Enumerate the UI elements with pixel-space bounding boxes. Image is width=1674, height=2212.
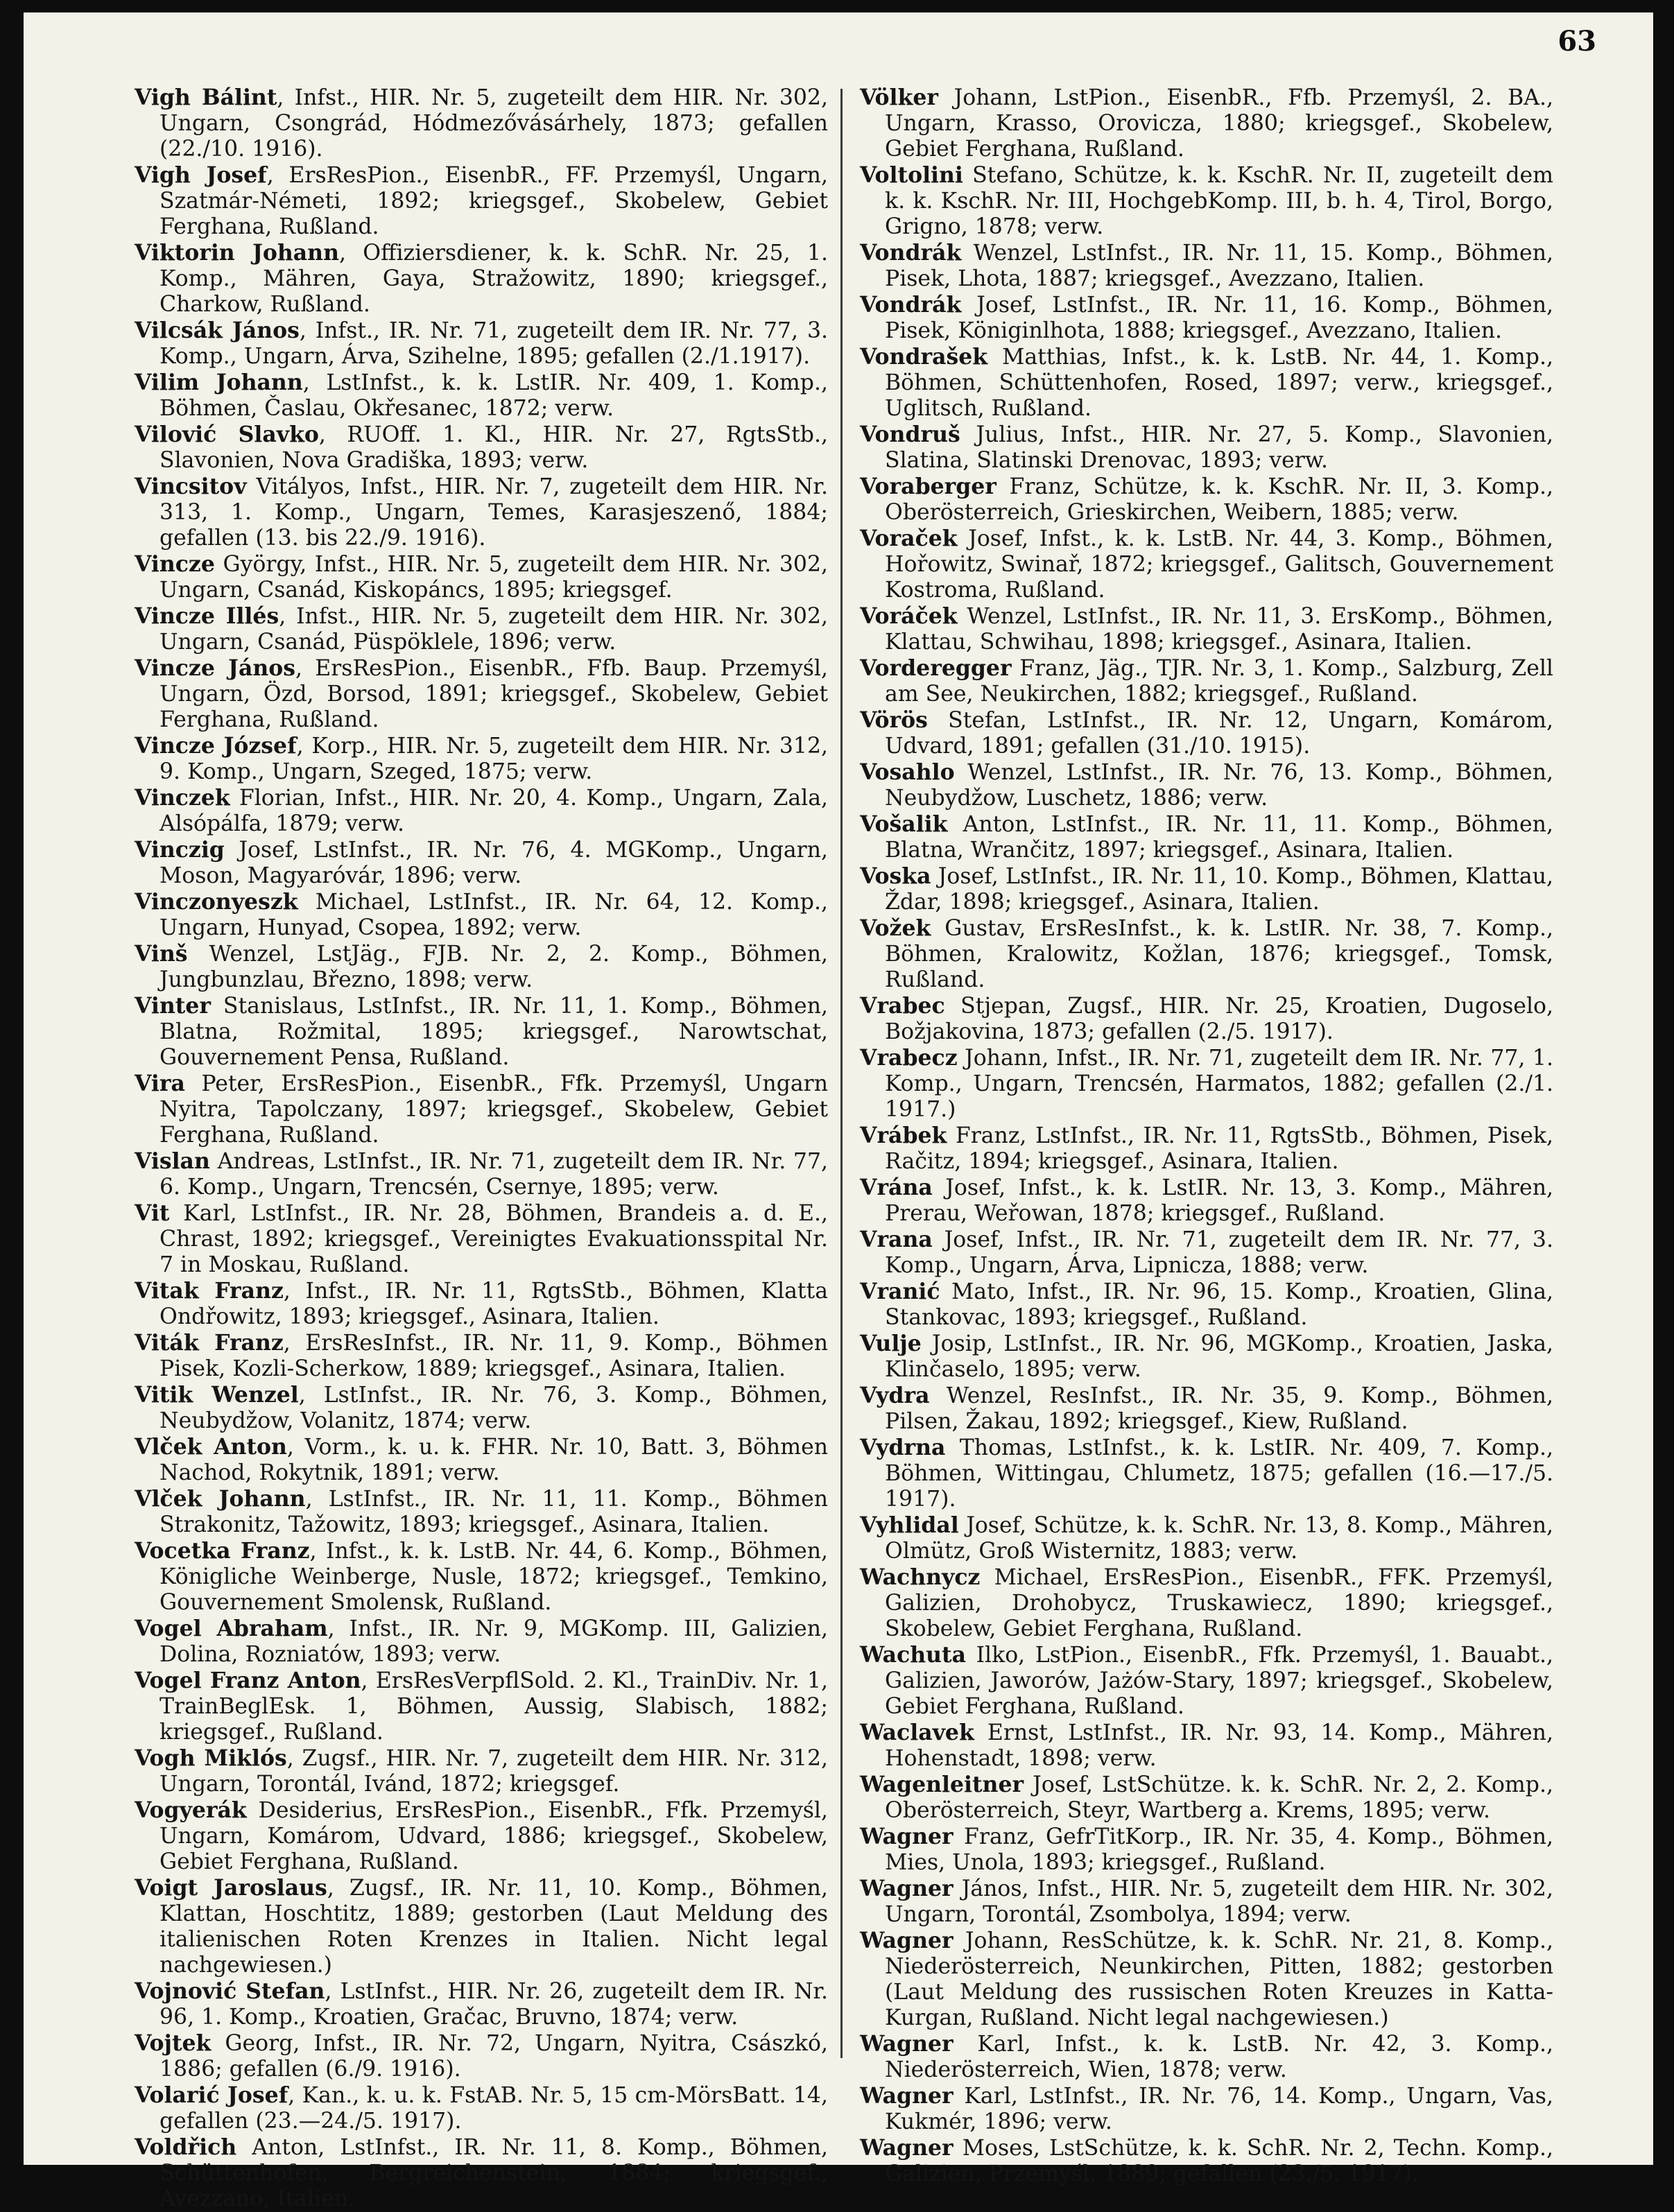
- entry-surname: Vondrák: [860, 292, 962, 318]
- entry-surname: Vrána: [860, 1175, 933, 1200]
- register-entry: [135, 422, 828, 474]
- register-entry: [135, 551, 828, 603]
- entry-details: Desiderius, ErsResPion., EisenbR., Ffk. Przemyśl, Ungarn, Komárom, Udvard, 1886; kriegsgef., Skobelew, Gebiet Ferghana, Rußland.: [159, 1798, 828, 1874]
- entry-surname: Vigh Josef: [135, 162, 267, 188]
- entry-details: Ernst, LstInfst., IR. Nr. 93, 14. Komp., Mähren, Hohenstadt, 1898; verw.: [885, 1720, 1553, 1771]
- entry-surname: Voraček: [860, 526, 958, 551]
- entry-details: , Infst., k. k. LstB. Nr. 44, 6. Komp., Böhmen, Königliche Weinberge, Nusle, 1872; kriegsgef., Temkino, Gouvernement Smolensk, Rußland.: [159, 1539, 829, 1615]
- entry-details: Mato, Infst., IR. Nr. 96, 15. Komp., Kroatien, Glina, Stankovac, 1893; kriegsgef., Rußland.: [885, 1279, 1553, 1330]
- entry-details: Josef, LstSchütze. k. k. SchR. Nr. 2, 2. Komp., Oberösterreich, Steyr, Wartberg a. Krems, 1895; verw.: [885, 1772, 1553, 1823]
- register-entry: [135, 1382, 828, 1434]
- entry-details: Karl, LstInfst., IR. Nr. 76, 14. Komp., Ungarn, Vas, Kukmér, 1896; verw.: [885, 2084, 1553, 2134]
- entry-surname: Vorderegger: [860, 655, 1012, 681]
- register-entry: [135, 603, 828, 655]
- entry-details: , Kan., k. u. k. FstAB. Nr. 5, 15 cm-MörsBatt. 14, gefallen (23.—24./5. 1917).: [159, 2083, 828, 2134]
- entry-surname: Wagner: [860, 2083, 954, 2109]
- register-entry: [860, 344, 1553, 422]
- entry-details: , Zugsf., IR. Nr. 11, 10. Komp., Böhmen, Klattan, Hoschtitz, 1889; gestorben (Laut Meldung des italienischen Roten Krenzes in Italien. Nicht legal nachgewiesen.): [159, 1876, 828, 1978]
- register-entry: [135, 1486, 828, 1538]
- entry-surname: Vilović Slavko: [135, 422, 319, 447]
- register-entry: [860, 162, 1553, 240]
- entry-details: Josef, LstInfst., IR. Nr. 76, 4. MGKomp., Ungarn, Moson, Magyaróvár, 1896; verw.: [159, 838, 828, 888]
- register-entry: [860, 1175, 1553, 1227]
- entry-details: János, Infst., HIR. Nr. 5, zugeteilt dem HIR. Nr. 302, Ungarn, Torontál, Zsombolya, 1894; verw.: [885, 1876, 1553, 1927]
- entry-details: Josef, Schütze, k. k. SchR. Nr. 13, 8. Komp., Mähren, Olmütz, Groß Wisternitz, 1883; verw.: [885, 1513, 1553, 1564]
- register-entry: [135, 1797, 828, 1875]
- entry-details: , LstInfst., IR. Nr. 11, 11. Komp., Böhmen Strakonitz, Tažowitz, 1893; kriegsgef., Asinara, Italien.: [159, 1487, 828, 1537]
- register-entry: [135, 1330, 828, 1382]
- entry-surname: Vinczonyeszk: [135, 889, 298, 915]
- entry-details: Moses, LstSchütze, k. k. SchR. Nr. 2, Techn. Komp., Galizien, Przemyśl, 1889; gefallen (23./5. 1917).: [885, 2136, 1553, 2186]
- entry-details: György, Infst., HIR. Nr. 5, zugeteilt dem HIR. Nr. 302, Ungarn, Csanád, Kiskopáncs, 1895; kriegsgef.: [159, 552, 828, 603]
- register-entry: [135, 318, 828, 370]
- entry-details: Josef, Infst., k. k. LstB. Nr. 44, 3. Komp., Böhmen, Hořowitz, Swinař, 1872; kriegsgef., Galitsch, Gouvernement Kostroma, Rußland.: [885, 526, 1553, 603]
- entry-details: Josef, LstInfst., IR. Nr. 11, 16. Komp., Böhmen, Pisek, Königinlhota, 1888; kriegsgef., Avezzano, Italien.: [885, 293, 1553, 343]
- register-entry: [135, 1616, 828, 1668]
- register-entry: [135, 785, 828, 837]
- entry-surname: Voldřich: [135, 2134, 237, 2160]
- register-entry: [135, 1200, 828, 1278]
- entry-surname: Volarić Josef: [135, 2082, 288, 2108]
- right-column: [860, 85, 1553, 2187]
- entry-details: Josef, LstInfst., IR. Nr. 11, 10. Komp., Böhmen, Klattau, Ždar, 1898; kriegsgef., Asinara, Italien.: [885, 864, 1553, 915]
- entry-surname: Vigh Bálint: [135, 85, 277, 110]
- entry-surname: Vilim Johann: [135, 370, 303, 395]
- register-entry: [860, 526, 1553, 603]
- entry-surname: Voráček: [860, 603, 958, 629]
- entry-surname: Voltolini: [860, 162, 963, 188]
- entry-details: , ErsResPion., EisenbR., FF. Przemyśl, Ungarn, Szatmár-Németi, 1892; kriegsgef., Skobelew, Gebiet Ferghana, Rußland.: [159, 163, 828, 239]
- entry-details: , ErsResInfst., IR. Nr. 11, 9. Komp., Böhmen Pisek, Kozli-Scherkow, 1889; kriegsgef., Asinara, Italien.: [159, 1331, 828, 1381]
- register-entry: [135, 1434, 828, 1486]
- entry-details: , Zugsf., HIR. Nr. 7, zugeteilt dem HIR. Nr. 312, Ungarn, Torontál, Ivánd, 1872; kriegsgef.: [159, 1746, 828, 1797]
- entry-surname: Vojnović Stefan: [135, 1978, 325, 2004]
- register-entry: [860, 1564, 1553, 1642]
- register-entry: [860, 1227, 1553, 1279]
- entry-surname: Vogh Miklós: [135, 1745, 287, 1771]
- entry-details: Matthias, Infst., k. k. LstB. Nr. 44, 1. Komp., Böhmen, Schüttenhofen, Rosed, 1897; verw., kriegsgef., Uglitsch, Rußland.: [885, 345, 1553, 421]
- register-entry: [860, 1876, 1553, 1928]
- entry-surname: Vörös: [860, 707, 928, 733]
- entry-surname: Vitak Franz: [135, 1278, 284, 1304]
- entry-details: Karl, Infst., k. k. LstB. Nr. 42, 3. Komp., Niederösterreich, Wien, 1878; verw.: [885, 2032, 1553, 2082]
- entry-surname: Voraberger: [860, 474, 996, 499]
- entry-details: Franz, GefrTitKorp., IR. Nr. 35, 4. Komp., Böhmen, Mies, Unola, 1893; kriegsgef., Rußland.: [885, 1824, 1553, 1875]
- entry-details: Thomas, LstInfst., k. k. LstIR. Nr. 409, 7. Komp., Böhmen, Wittingau, Chlumetz, 1875; gefallen (16.—17./5. 1917).: [885, 1435, 1553, 1512]
- entry-surname: Viták Franz: [135, 1330, 284, 1356]
- entry-surname: Vošalik: [860, 811, 948, 837]
- register-entry: [135, 2134, 828, 2212]
- entry-surname: Vogel Abraham: [135, 1616, 328, 1641]
- entry-details: Johann, ResSchütze, k. k. SchR. Nr. 21, 8. Komp., Niederösterreich, Neunkirchen, Pitten, 1882; gestorben (Laut Meldung des russischen Roten Kreuzes in Katta-Kurgan, Rußland. Nicht legal nachgewiesen.): [885, 1928, 1553, 2030]
- entry-surname: Vondruš: [860, 422, 960, 447]
- register-entry: [135, 837, 828, 889]
- register-entry: [860, 1435, 1553, 1512]
- entry-surname: Vrábek: [860, 1123, 947, 1148]
- register-entry: [860, 1045, 1553, 1123]
- entry-surname: Voska: [860, 863, 931, 889]
- entry-details: , ErsResVerpflSold. 2. Kl., TrainDiv. Nr. 1, TrainBeglEsk. 1, Böhmen, Aussig, Slabisch, 1882; kriegsgef., Rußland.: [159, 1668, 828, 1745]
- register-entry: [135, 1538, 828, 1616]
- entry-surname: Wachuta: [860, 1642, 966, 1668]
- entry-details: , RUOff. 1. Kl., HIR. Nr. 27, RgtsStb., Slavonien, Nova Gradiška, 1893; verw.: [159, 422, 828, 473]
- entry-details: Vitályos, Infst., HIR. Nr. 7, zugeteilt dem HIR. Nr. 313, 1. Komp., Ungarn, Temes, Karasjeszenő, 1884; gefallen (13. bis 22./9. 1916).: [159, 474, 828, 551]
- entry-surname: Vranić: [860, 1279, 940, 1304]
- entry-surname: Völker: [860, 85, 938, 110]
- entry-surname: Vitik Wenzel: [135, 1382, 299, 1408]
- entry-details: Stefano, Schütze, k. k. KschR. Nr. II, zugeteilt dem k. k. KschR. Nr. III, HochgebKomp. III, b. h. 4, Tirol, Borgo, Grigno, 1878; verw.: [885, 163, 1553, 239]
- register-entry: [860, 1512, 1553, 1564]
- entry-surname: Wagner: [860, 2135, 954, 2161]
- register-entry: [860, 1279, 1553, 1331]
- entry-surname: Vojtek: [135, 2030, 212, 2056]
- entry-details: Wenzel, LstInfst., IR. Nr. 76, 13. Komp., Böhmen, Neubydžow, Luschetz, 1886; verw.: [885, 760, 1553, 811]
- entry-details: Anton, LstInfst., IR. Nr. 11, 11. Komp., Böhmen, Blatna, Wrančitz, 1897; kriegsgef., Asinara, Italien.: [885, 812, 1553, 863]
- entry-surname: Vlček Johann: [135, 1486, 306, 1512]
- entry-surname: Waclavek: [860, 1720, 974, 1745]
- entry-details: Josef, Infst., k. k. LstIR. Nr. 13, 3. Komp., Mähren, Prerau, Weřowan, 1878; kriegsgef., Rußland.: [885, 1175, 1553, 1226]
- entry-surname: Vožek: [860, 915, 931, 941]
- entry-details: , Vorm., k. u. k. FHR. Nr. 10, Batt. 3, Böhmen Nachod, Rokytnik, 1891; verw.: [159, 1435, 828, 1485]
- entry-surname: Wachnycz: [860, 1564, 981, 1590]
- entry-surname: Vlček Anton: [135, 1434, 287, 1460]
- document-page: [24, 12, 1653, 2211]
- register-entry: [860, 2083, 1553, 2135]
- entry-surname: Vrabec: [860, 993, 945, 1019]
- register-entry: [135, 1875, 828, 1978]
- entry-details: Andreas, LstInfst., IR. Nr. 71, zugeteilt dem IR. Nr. 77, 6. Komp., Ungarn, Trencsén, Csernye, 1895; verw.: [159, 1149, 828, 1200]
- register-entry: [135, 370, 828, 422]
- entry-details: Franz, Schütze, k. k. KschR. Nr. II, 3. Komp., Oberösterreich, Grieskirchen, Weibern, 1885; verw.: [885, 474, 1553, 525]
- register-entry: [860, 1123, 1553, 1175]
- entry-surname: Vondrák: [860, 240, 962, 266]
- entry-surname: Vydra: [860, 1383, 930, 1408]
- register-entry: [135, 993, 828, 1071]
- entry-surname: Wagner: [860, 2031, 954, 2057]
- register-entry: [135, 2030, 828, 2082]
- register-entry: [860, 422, 1553, 474]
- entry-details: , Infst., IR. Nr. 9, MGKomp. III, Galizien, Dolina, Rozniatów, 1893; verw.: [159, 1616, 828, 1667]
- register-entry: [135, 85, 828, 162]
- entry-surname: Vrana: [860, 1227, 933, 1252]
- entry-details: , ErsResPion., EisenbR., Ffb. Baup. Przemyśl, Ungarn, Özd, Borsod, 1891; kriegsgef., Skobelew, Gebiet Ferghana, Rußland.: [159, 656, 829, 732]
- register-entry: [860, 915, 1553, 993]
- entry-details: Wenzel, ResInfst., IR. Nr. 35, 9. Komp., Böhmen, Pilsen, Žakau, 1892; kriegsgef., Kiew, Rußland.: [885, 1383, 1553, 1434]
- entry-details: Florian, Infst., HIR. Nr. 20, 4. Komp., Ungarn, Zala, Alsópálfa, 1879; verw.: [159, 786, 828, 836]
- register-entry: [860, 474, 1553, 526]
- register-entry: [135, 655, 828, 733]
- entry-details: Michael, LstInfst., IR. Nr. 64, 12. Komp., Ungarn, Hunyad, Csopea, 1892; verw.: [159, 890, 828, 940]
- register-entry: [860, 240, 1553, 292]
- entry-details: , Infst., HIR. Nr. 5, zugeteilt dem HIR. Nr. 302, Ungarn, Csanád, Püspöklele, 1896; verw.: [159, 604, 828, 655]
- register-entry: [135, 1978, 828, 2030]
- entry-details: Stanislaus, LstInfst., IR. Nr. 11, 1. Komp., Böhmen, Blatna, Rožmital, 1895; kriegsgef., Narowtschat, Gouvernement Pensa, Rußland.: [159, 994, 828, 1070]
- register-entry: [135, 733, 828, 785]
- entry-surname: Vyhlidal: [860, 1512, 959, 1538]
- entry-details: , Infst., IR. Nr. 11, RgtsStb., Böhmen, Klatta Ondřowitz, 1893; kriegsgef., Asinara, Italien.: [159, 1279, 828, 1329]
- register-entry: [860, 707, 1553, 759]
- register-entry: [860, 759, 1553, 811]
- entry-surname: Vinczek: [135, 785, 230, 811]
- entry-details: Stefan, LstInfst., IR. Nr. 12, Ungarn, Komárom, Udvard, 1891; gefallen (31./10. 1915).: [885, 708, 1553, 759]
- entry-details: Josip, LstInfst., IR. Nr. 96, MGKomp., Kroatien, Jaska, Klinčaselo, 1895; verw.: [885, 1331, 1553, 1382]
- entry-surname: Vosahlo: [860, 759, 955, 785]
- register-entry: [860, 1720, 1553, 1772]
- register-entry: [860, 2031, 1553, 2083]
- register-entry: [860, 85, 1553, 162]
- entry-details: , Infst., IR. Nr. 71, zugeteilt dem IR. Nr. 77, 3. Komp., Ungarn, Árva, Szihelne, 1895; gefallen (2./1.1917).: [159, 318, 828, 369]
- register-entry: [860, 1928, 1553, 2031]
- register-entry: [135, 1745, 828, 1797]
- entry-details: Wenzel, LstInfst., IR. Nr. 11, 3. ErsKomp., Böhmen, Klattau, Schwihau, 1898; kriegsgef., Asinara, Italien.: [885, 604, 1553, 655]
- entry-details: Ilko, LstPion., EisenbR., Ffk. Przemyśl, 1. Bauabt., Galizien, Jaworów, Jażów-Stary, 1897; kriegsgef., Skobelew, Gebiet Ferghana, Rußland.: [885, 1643, 1553, 1719]
- entry-surname: Wagner: [860, 1928, 954, 1953]
- entry-surname: Vinter: [135, 993, 211, 1019]
- entry-details: Wenzel, LstInfst., IR. Nr. 11, 15. Komp., Böhmen, Pisek, Lhota, 1887; kriegsgef., Avezzano, Italien.: [885, 241, 1553, 291]
- entry-details: Georg, Infst., IR. Nr. 72, Ungarn, Nyitra, Császkó, 1886; gefallen (6./9. 1916).: [159, 2031, 828, 2082]
- entry-surname: Vogel Franz Anton: [135, 1668, 361, 1693]
- entry-details: Michael, ErsResPion., EisenbR., FFK. Przemyśl, Galizien, Drohobycz, Truskawiecz, 1890; kriegsgef., Skobelew, Gebiet Ferghana, Rußland.: [885, 1565, 1553, 1641]
- register-entry: [860, 1383, 1553, 1435]
- entry-details: , Korp., HIR. Nr. 5, zugeteilt dem HIR. Nr. 312, 9. Komp., Ungarn, Szeged, 1875; verw.: [159, 734, 828, 784]
- register-entry: [135, 162, 828, 240]
- entry-details: Stjepan, Zugsf., HIR. Nr. 25, Kroatien, Dugoselo, Božjakovina, 1873; gefallen (2./5. 1917).: [885, 994, 1553, 1044]
- register-entry: [860, 2135, 1553, 2187]
- entry-details: , LstInfst., k. k. LstIR. Nr. 409, 1. Komp., Böhmen, Časlau, Okřesanec, 1872; verw.: [159, 370, 828, 421]
- entry-surname: Voigt Jaroslaus: [135, 1875, 327, 1901]
- register-entry: [860, 292, 1553, 344]
- entry-details: Anton, LstInfst., IR. Nr. 11, 8. Komp., Böhmen, Schüttenhofen, Bergreichenstein, 1884; kriegsgef., Avezzano, Italien.: [159, 2135, 828, 2211]
- entry-details: , LstInfst., HIR. Nr. 26, zugeteilt dem IR. Nr. 96, 1. Komp., Kroatien, Gračac, Bruvno, 1874; verw.: [159, 1979, 828, 2030]
- entry-surname: Vincze: [135, 551, 215, 577]
- register-entry: [860, 603, 1553, 655]
- entry-details: Gustav, ErsResInfst., k. k. LstIR. Nr. 38, 7. Komp., Böhmen, Kralowitz, Kožlan, 1876; kriegsgef., Tomsk, Rußland.: [885, 916, 1553, 992]
- entry-details: , LstInfst., IR. Nr. 76, 3. Komp., Böhmen, Neubydžow, Volanitz, 1874; verw.: [159, 1383, 828, 1433]
- entry-surname: Vincze Illés: [135, 603, 279, 629]
- entry-details: , Offiziersdiener, k. k. SchR. Nr. 25, 1. Komp., Mähren, Gaya, Stražowitz, 1890; kriegsgef., Charkow, Rußland.: [159, 241, 828, 317]
- register-entry: [860, 655, 1553, 707]
- entry-details: Peter, ErsResPion., EisenbR., Ffk. Przemyśl, Ungarn Nyitra, Tapolczany, 1897; kriegsgef., Skobelew, Gebiet Ferghana, Rußland.: [159, 1071, 828, 1148]
- entry-surname: Vira: [135, 1071, 185, 1096]
- register-entry: [135, 1668, 828, 1745]
- page-number: 63: [1557, 25, 1596, 58]
- register-entry: [860, 863, 1553, 915]
- entry-surname: Wagner: [860, 1824, 954, 1849]
- entry-details: Franz, LstInfst., IR. Nr. 11, RgtsStb., Böhmen, Pisek, Račitz, 1894; kriegsgef., Asinara, Italien.: [885, 1123, 1553, 1174]
- entry-surname: Vincsitov: [135, 474, 247, 499]
- left-column: [135, 85, 828, 2212]
- register-entry: [135, 1071, 828, 1148]
- entry-surname: Vrabecz: [860, 1045, 958, 1071]
- entry-details: Julius, Infst., HIR. Nr. 27, 5. Komp., Slavonien, Slatina, Slatinski Drenovac, 1893; verw.: [885, 422, 1553, 473]
- entry-details: Josef, Infst., IR. Nr. 71, zugeteilt dem IR. Nr. 77, 3. Komp., Ungarn, Árva, Lipnicza, 1888; verw.: [885, 1227, 1553, 1278]
- register-entry: [860, 1772, 1553, 1824]
- entry-details: Johann, LstPion., EisenbR., Ffb. Przemyśl, 2. BA., Ungarn, Krasso, Orovicza, 1880; kriegsgef., Skobelew, Gebiet Ferghana, Rußland.: [885, 85, 1553, 162]
- register-entry: [135, 240, 828, 318]
- entry-surname: Wagenleitner: [860, 1772, 1024, 1797]
- entry-surname: Vondrašek: [860, 344, 988, 370]
- register-entry: [135, 889, 828, 941]
- entry-details: Franz, Jäg., TJR. Nr. 3, 1. Komp., Salzburg, Zell am See, Neukirchen, 1882; kriegsgef., Rußland.: [885, 656, 1553, 707]
- entry-surname: Vincze József: [135, 733, 297, 759]
- entry-surname: Vit: [135, 1200, 170, 1226]
- entry-surname: Vilcsák János: [135, 318, 300, 343]
- register-entry: [860, 1824, 1553, 1876]
- entry-surname: Vincze János: [135, 655, 296, 681]
- register-entry: [135, 2082, 828, 2134]
- register-entry: [860, 1331, 1553, 1383]
- entry-surname: Viktorin Johann: [135, 240, 339, 266]
- entry-surname: Vinš: [135, 941, 188, 967]
- entry-surname: Vogyerák: [135, 1797, 247, 1823]
- entry-surname: Wagner: [860, 1876, 954, 1901]
- entry-surname: Vinczig: [135, 837, 225, 863]
- entry-details: , Infst., HIR. Nr. 5, zugeteilt dem HIR. Nr. 302, Ungarn, Csongrád, Hódmezővásárhely, 1873; gefallen (22./10. 1916).: [159, 85, 828, 162]
- entry-details: Karl, LstInfst., IR. Nr. 28, Böhmen, Brandeis a. d. E., Chrast, 1892; kriegsgef., Vereinigtes Evakuationsspital Nr. 7 in Moskau, Rußland.: [159, 1201, 828, 1277]
- register-entry: [860, 993, 1553, 1045]
- entry-surname: Vislan: [135, 1148, 210, 1174]
- entry-details: Johann, Infst., IR. Nr. 71, zugeteilt dem IR. Nr. 77, 1. Komp., Ungarn, Trencsén, Harmatos, 1882; gefallen (2./1. 1917.): [885, 1046, 1553, 1122]
- register-entry: [135, 1148, 828, 1200]
- entry-surname: Vydrna: [860, 1435, 946, 1460]
- register-entry: [860, 1642, 1553, 1720]
- register-entry: [860, 811, 1553, 863]
- column-divider: [840, 89, 843, 2058]
- register-entry: [135, 474, 828, 551]
- entry-details: Wenzel, LstJäg., FJB. Nr. 2, 2. Komp., Böhmen, Jungbunzlau, Březno, 1898; verw.: [159, 942, 828, 992]
- register-entry: [135, 1278, 828, 1330]
- entry-surname: Vulje: [860, 1331, 922, 1356]
- entry-surname: Vocetka Franz: [135, 1538, 310, 1564]
- register-entry: [135, 941, 828, 993]
